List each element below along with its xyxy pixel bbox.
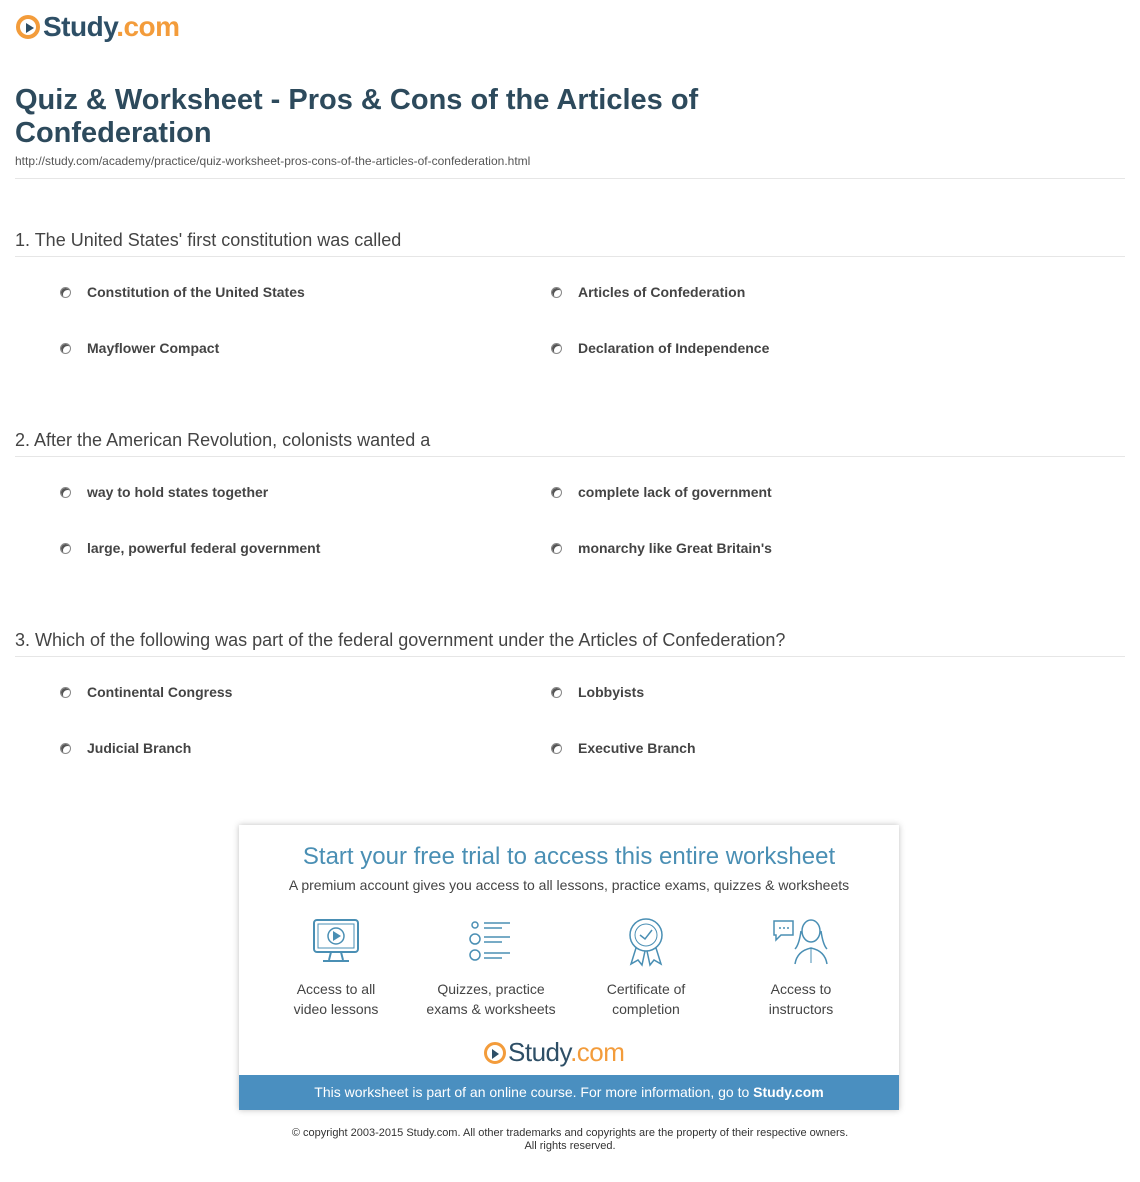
feature-instructors — [726, 917, 876, 1019]
answer-option[interactable] — [551, 284, 745, 300]
feature-line: Certificate of — [606, 981, 686, 997]
answer-option[interactable] — [551, 740, 696, 756]
brand-suffix: .com — [570, 1037, 625, 1067]
question-3: 3. Which of the following was part of the federal government under the Articles of Confederation? — [15, 630, 786, 650]
answer-option[interactable] — [60, 684, 232, 700]
brand-name: Study — [508, 1037, 571, 1067]
option-label: complete lack of government — [578, 484, 772, 500]
feature-line: instructors — [768, 1001, 834, 1017]
radio-icon[interactable] — [60, 343, 71, 354]
bar-link[interactable]: Study.com — [753, 1084, 824, 1100]
certificate-icon — [621, 917, 671, 967]
brand-suffix: .com — [116, 11, 180, 42]
radio-icon[interactable] — [551, 343, 562, 354]
question-2: 2. After the American Revolution, colonists wanted a — [15, 430, 431, 450]
radio-icon[interactable] — [60, 743, 71, 754]
option-label: Continental Congress — [87, 684, 233, 700]
divider — [15, 456, 1125, 457]
answer-option[interactable] — [551, 684, 644, 700]
answer-option[interactable] — [60, 340, 219, 356]
answer-option[interactable] — [551, 484, 772, 500]
radio-icon[interactable] — [551, 287, 562, 298]
divider — [15, 656, 1125, 657]
bar-text: This worksheet is part of an online course. For more information, go to — [314, 1084, 754, 1100]
radio-icon[interactable] — [551, 543, 562, 554]
answer-option[interactable] — [60, 284, 305, 300]
feature-line: Quizzes, practice — [437, 981, 545, 997]
quiz-list-icon — [466, 917, 516, 965]
play-logo-icon — [16, 15, 40, 39]
divider — [15, 178, 1125, 179]
feature-certificate — [571, 917, 721, 1019]
question-1: 1. The United States' first constitution was called — [15, 230, 402, 250]
feature-quizzes — [416, 917, 566, 1019]
answer-option[interactable] — [551, 340, 769, 356]
option-label: Constitution of the United States — [87, 284, 305, 300]
free-trial-card[interactable] — [239, 825, 899, 1110]
option-label: way to hold states together — [87, 484, 269, 500]
answer-option[interactable] — [60, 484, 268, 500]
copyright — [0, 1127, 1140, 1153]
answer-option[interactable] — [60, 740, 191, 756]
video-lesson-icon — [311, 917, 361, 965]
option-label: Judicial Branch — [87, 740, 192, 756]
promo-subtitle: A premium account gives you access to all lessons, practice exams, quizzes & worksheets — [288, 877, 850, 893]
page-url: http://study.com/academy/practice/quiz-worksheet-pros-cons-of-the-articles-of-confederation.html — [15, 154, 531, 168]
radio-icon[interactable] — [551, 743, 562, 754]
option-label: Mayflower Compact — [87, 340, 220, 356]
radio-icon[interactable] — [551, 487, 562, 498]
study-logo[interactable] — [484, 1037, 624, 1068]
radio-icon[interactable] — [60, 687, 71, 698]
copyright-line: © copyright 2003-2015 Study.com. All other trademarks and copyrights are the property of their respective owners. — [291, 1127, 849, 1139]
divider — [15, 256, 1125, 257]
option-label: monarchy like Great Britain's — [578, 540, 772, 556]
radio-icon[interactable] — [551, 687, 562, 698]
page-title: Quiz & Worksheet - Pros & Cons of the Articles of Confederation — [15, 84, 699, 149]
radio-icon[interactable] — [60, 287, 71, 298]
feature-line: video lessons — [293, 1001, 379, 1017]
radio-icon[interactable] — [60, 543, 71, 554]
option-label: Declaration of Independence — [578, 340, 770, 356]
feature-line: Access to — [770, 981, 832, 997]
option-label: Articles of Confederation — [578, 284, 746, 300]
radio-icon[interactable] — [60, 487, 71, 498]
play-logo-icon — [484, 1042, 506, 1064]
option-label: large, powerful federal government — [87, 540, 321, 556]
study-logo[interactable] — [16, 10, 180, 44]
feature-line: exams & worksheets — [426, 1001, 556, 1017]
feature-line: Access to all — [296, 981, 376, 997]
instructor-icon — [771, 917, 831, 965]
feature-line: completion — [612, 1001, 680, 1017]
course-info-bar[interactable] — [239, 1075, 899, 1110]
copyright-line: All rights reserved. — [524, 1140, 616, 1152]
option-label: Lobbyists — [578, 684, 645, 700]
brand-name: Study — [43, 11, 117, 42]
promo-headline[interactable]: Start your free trial to access this entire worksheet — [302, 843, 836, 870]
answer-option[interactable] — [60, 540, 320, 556]
answer-option[interactable] — [551, 540, 772, 556]
feature-video-lessons — [261, 917, 411, 1019]
option-label: Executive Branch — [578, 740, 696, 756]
